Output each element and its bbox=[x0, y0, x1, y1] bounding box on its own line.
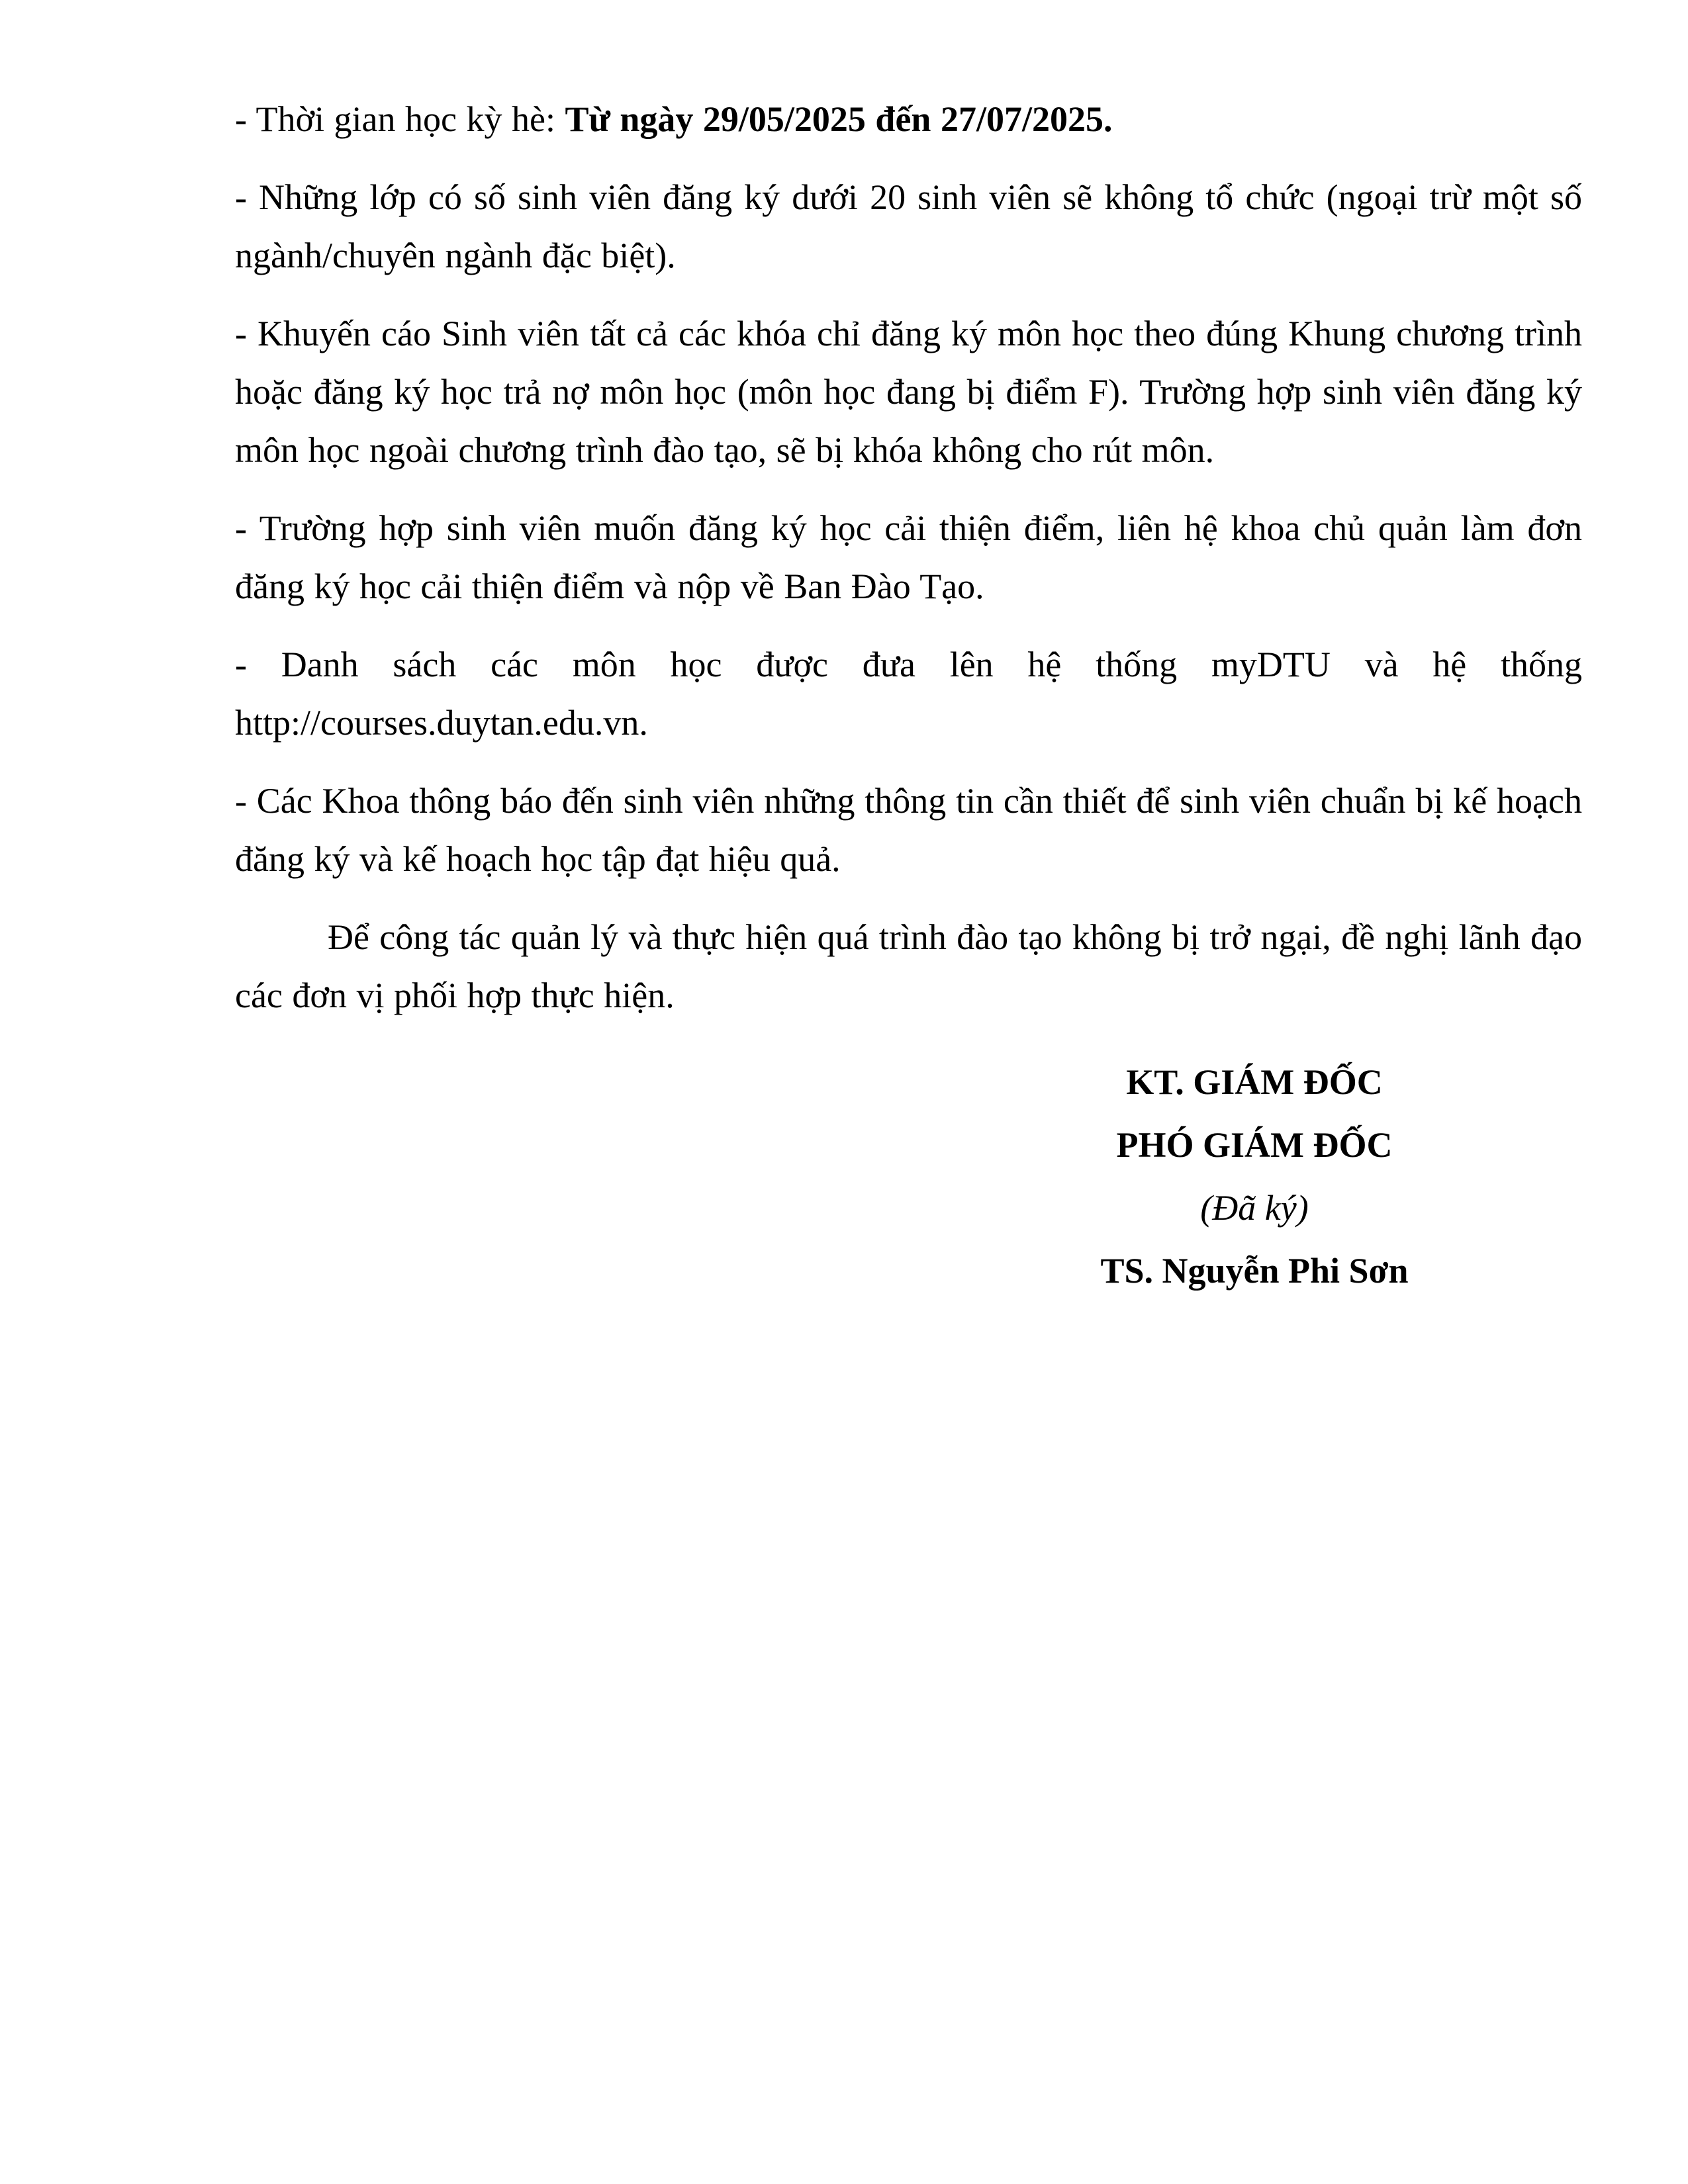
paragraph-closing-request: Để công tác quản lý và thực hiện quá trình đào tạo không bị trở ngại, đề nghị lãnh đạo các đơn vị phối hợp thực hiện. bbox=[235, 917, 1582, 1015]
signature-role-subtitle: PHÓ GIÁM ĐỐC bbox=[1116, 1125, 1393, 1165]
signature-signed-note: (Đã ký) bbox=[1200, 1188, 1309, 1228]
paragraph-registration-advice: - Khuyến cáo Sinh viên tất cả các khóa chỉ đăng ký môn học theo đúng Khung chương trình hoặc đăng ký học trả nợ môn học (môn học đang bị điểm F). Trường hợp sinh viên đăng ký môn học ngoài chương trình đào tạo, sẽ bị khóa không cho rút môn. bbox=[235, 314, 1582, 470]
semester-dates-value: Từ ngày 29/05/2025 đến 27/07/2025. bbox=[565, 99, 1113, 139]
signature-role-title: KT. GIÁM ĐỐC bbox=[1126, 1062, 1383, 1102]
paragraph-grade-improvement: - Trường hợp sinh viên muốn đăng ký học cải thiện điểm, liên hệ khoa chủ quản làm đơn đăng ký học cải thiện điểm và nộp về Ban Đào Tạo. bbox=[235, 508, 1582, 606]
paragraph-course-list-systems: - Danh sách các môn học được đưa lên hệ thống myDTU và hệ thống http://courses.duytan.edu.vn. bbox=[235, 645, 1582, 743]
paragraph-min-class-size: - Những lớp có số sinh viên đăng ký dưới 20 sinh viên sẽ không tổ chức (ngoại trừ một số ngành/chuyên ngành đặc biệt). bbox=[235, 177, 1582, 275]
signature-block bbox=[1019, 1051, 1489, 1302]
signature-signer-name: TS. Nguyễn Phi Sơn bbox=[1100, 1251, 1409, 1291]
paragraph-faculty-notification: - Các Khoa thông báo đến sinh viên những thông tin cần thiết để sinh viên chuẩn bị kế hoạch đăng ký và kế hoạch học tập đạt hiệu quả. bbox=[235, 781, 1582, 879]
document-body bbox=[235, 90, 1582, 1302]
paragraph-semester-dates bbox=[235, 90, 1582, 148]
semester-dates-label: - Thời gian học kỳ hè: bbox=[235, 99, 565, 139]
